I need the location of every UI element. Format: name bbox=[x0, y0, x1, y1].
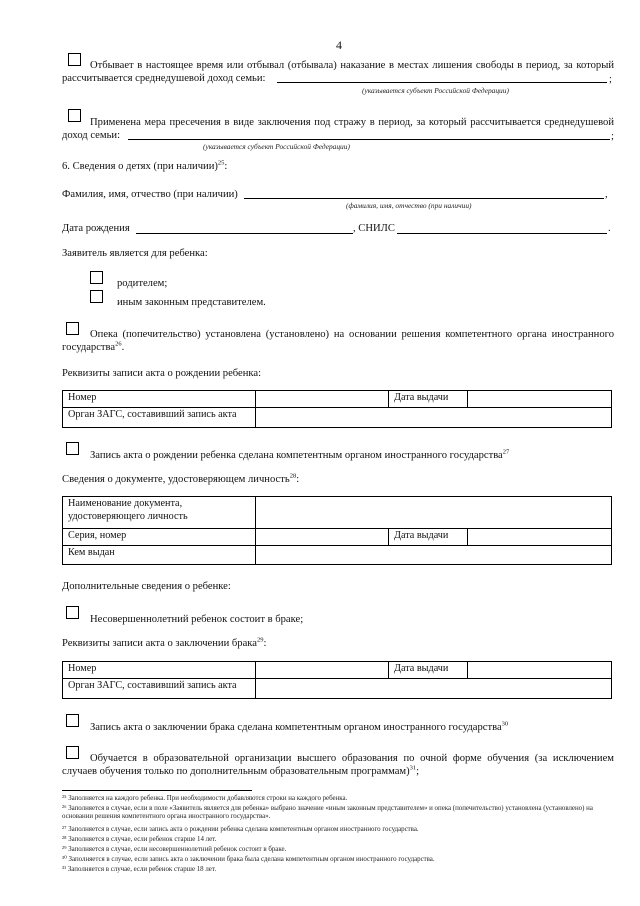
detention-end: ; bbox=[611, 131, 614, 142]
prison-end: ; bbox=[609, 74, 612, 85]
birth-record-title: Реквизиты записи акта о рождении ребенка: bbox=[62, 368, 262, 379]
footnote: ²⁵ Заполняется на каждого ребенка. При необходимости добавляются строки на каждого ребенка. bbox=[62, 795, 348, 802]
footnote: ³¹ Заполняется в случае, если ребенок старше 18 лет. bbox=[62, 866, 217, 873]
id-doc-table bbox=[62, 496, 612, 565]
section6-title: 6. Сведения о детях (при наличии)$^{25}$: bbox=[62, 159, 228, 172]
marriage-number-input[interactable] bbox=[256, 662, 389, 679]
applicant-title: Заявитель является для ребенка: bbox=[62, 248, 208, 259]
birth-zags-input[interactable] bbox=[256, 408, 612, 428]
parent-label: родителем; bbox=[117, 278, 168, 289]
birth-number-label: Номер bbox=[63, 391, 256, 408]
birth-foreign-text: Запись акта о рождении ребенка сделана компетентным органом иностранного государства$^{27}$ bbox=[90, 448, 510, 461]
id-doc-name-label: Наименование документа, удостоверяющего личность bbox=[63, 497, 256, 529]
footnote: ³⁰ Заполняется в случае, если запись акта о заключении брака была сделана компетентным органом иностранного государства. bbox=[62, 856, 435, 863]
representative-checkbox[interactable] bbox=[90, 290, 103, 303]
fio-end: , bbox=[605, 189, 608, 200]
fio-sublabel: (фамилия, имя, отчество (при наличии) bbox=[346, 201, 472, 210]
snils-input[interactable] bbox=[397, 233, 607, 234]
detention-region-line[interactable] bbox=[128, 139, 610, 140]
footnote-separator bbox=[62, 790, 252, 791]
birth-foreign-checkbox[interactable] bbox=[66, 442, 79, 455]
id-doc-date-input[interactable] bbox=[468, 529, 612, 546]
birth-end: . bbox=[608, 223, 611, 234]
snils-label: , СНИЛС bbox=[353, 223, 395, 234]
married-checkbox[interactable] bbox=[66, 606, 79, 619]
birth-date-input[interactable] bbox=[136, 233, 353, 234]
marriage-number-label: Номер bbox=[63, 662, 256, 679]
footnote: ²⁸ Заполняется в случае, если ребенок старше 14 лет. bbox=[62, 836, 217, 843]
fio-input[interactable] bbox=[244, 198, 604, 199]
id-doc-series-input[interactable] bbox=[256, 529, 389, 546]
footnote: ²⁶ Заполняется в случае, если в поле «Заявитель является для ребенка» выбрано значение «иным законным представителем» и опека (попечительство) установлена (установлено) на основании решения компетентного органа иностранного государства». bbox=[62, 805, 593, 821]
representative-label: иным законным представителем. bbox=[117, 297, 266, 308]
marriage-record-title: Реквизиты записи акта о заключении брака$^{29}$: bbox=[62, 636, 267, 649]
prison-region-line[interactable] bbox=[277, 82, 607, 83]
id-doc-name-input[interactable] bbox=[256, 497, 612, 529]
footnote: ²⁷ Заполняется в случае, если запись акта о рождении ребенка сделана компетентным органом иностранного государства. bbox=[62, 826, 419, 833]
birth-date-label: Дата выдачи bbox=[389, 391, 468, 408]
parent-checkbox[interactable] bbox=[90, 271, 103, 284]
birth-date-input-cell[interactable] bbox=[468, 391, 612, 408]
footnote: ²⁹ Заполняется в случае, если несовершеннолетний ребенок состоит в браке. bbox=[62, 846, 287, 853]
marriage-foreign-text: Запись акта о заключении брака сделана компетентным органом иностранного государства$^{30}$ bbox=[90, 720, 509, 733]
marriage-record-table bbox=[62, 661, 612, 699]
id-doc-title: Сведения о документе, удостоверяющем личность$^{28}$: bbox=[62, 472, 300, 485]
detention-text: Применена мера пресечения в виде заключения под стражу в период, за который рассчитывается среднедушевой доход семьи: bbox=[62, 117, 614, 142]
marriage-foreign-checkbox[interactable] bbox=[66, 714, 79, 727]
education-text: Обучается в образовательной организации высшего образования по очной форме обучения (за исключением случаев обучения только по дополнительным образовательным программам)$^{31}$; bbox=[62, 753, 614, 778]
id-doc-issuer-label: Кем выдан bbox=[63, 546, 256, 565]
detention-sublabel: (указывается субъект Российской Федерации) bbox=[203, 142, 350, 151]
birth-number-input[interactable] bbox=[256, 391, 389, 408]
marriage-date-input[interactable] bbox=[468, 662, 612, 679]
page-number: 4 bbox=[336, 38, 342, 52]
birth-record-table bbox=[62, 390, 612, 428]
fio-label: Фамилия, имя, отчество (при наличии) bbox=[62, 189, 238, 200]
prison-text: Отбывает в настоящее время или отбывал (отбывала) наказание в местах лишения свободы в период, за который рассчитывается среднедушевой доход семьи: bbox=[62, 60, 614, 85]
prison-sublabel: (указывается субъект Российской Федерации) bbox=[362, 86, 509, 95]
marriage-zags-input[interactable] bbox=[256, 679, 612, 699]
guardianship-text: Опека (попечительство) установлена (установлено) на основании решения компетентного органа иностранного государства$^{26}$. bbox=[62, 329, 614, 354]
birth-label: Дата рождения bbox=[62, 223, 130, 234]
marriage-date-label: Дата выдачи bbox=[389, 662, 468, 679]
extra-title: Дополнительные сведения о ребенке: bbox=[62, 581, 231, 592]
birth-zags-label: Орган ЗАГС, составивший запись акта bbox=[63, 408, 256, 428]
married-label: Несовершеннолетний ребенок состоит в браке; bbox=[90, 614, 304, 625]
id-doc-series-label: Серия, номер bbox=[63, 529, 256, 546]
id-doc-issuer-input[interactable] bbox=[256, 546, 612, 565]
id-doc-date-label: Дата выдачи bbox=[389, 529, 468, 546]
marriage-zags-label: Орган ЗАГС, составивший запись акта bbox=[63, 679, 256, 699]
